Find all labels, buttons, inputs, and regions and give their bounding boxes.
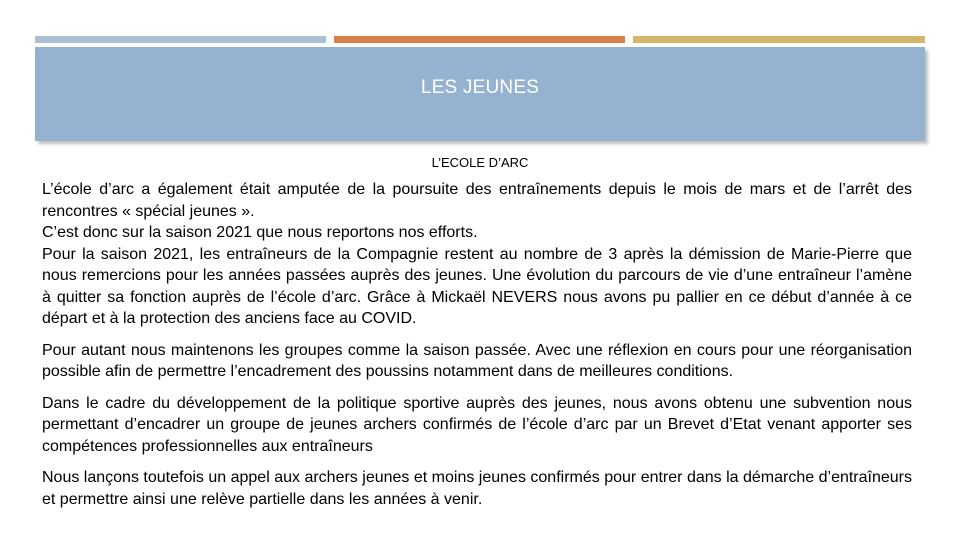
paragraph-6: Nous lançons toutefois un appel aux archers jeunes et moins jeunes confirmés pour entrer dans la démarche d’entraîneurs et permettre ainsi une relève partielle dans les années à venir. bbox=[42, 469, 912, 508]
accent-bar-gold bbox=[633, 36, 925, 43]
slide-title: LES JEUNES bbox=[420, 77, 540, 98]
paragraph-2: C’est donc sur la saison 2021 que nous reportons nos efforts. bbox=[42, 224, 478, 241]
body-text bbox=[42, 179, 912, 510]
paragraph-5: Dans le cadre du développement de la politique sportive auprès des jeunes, nous avons obtenu une subvention nous permettant d’encadrer un groupe de jeunes archers confirmés de l’école d’arc par un Brevet d’Etat venant apporter ses compétences professionnelles aux entraîneurs bbox=[42, 394, 912, 455]
paragraph-1: L’école d’arc a également était amputée de la poursuite des entraînements depuis le mois de mars et de l’arrêt des rencontres « spécial jeunes ». bbox=[42, 181, 912, 220]
paragraph-4: Pour autant nous maintenons les groupes comme la saison passée. Avec une réflexion en cours pour une réorganisation possible afin de permettre l’encadrement des poussins notamment dans de meilleures conditions. bbox=[42, 341, 912, 380]
accent-bar-blue bbox=[35, 36, 326, 43]
section-subtitle: L’ECOLE D’ARC bbox=[431, 155, 529, 170]
paragraph-3: Pour la saison 2021, les entraîneurs de la Compagnie restent au nombre de 3 après la démission de Marie-Pierre que nous remercions pour les années passées auprès des jeunes. Une évolution du parcours de vie d’une entraîneur l’amène à quitter sa fonction auprès de l’école d’arc. Grâce à Mickaël NEVERS nous avons pu pallier en ce début d’année à ce départ et à la protection des anciens face au COVID. bbox=[42, 245, 912, 327]
accent-bar-orange bbox=[334, 36, 625, 43]
